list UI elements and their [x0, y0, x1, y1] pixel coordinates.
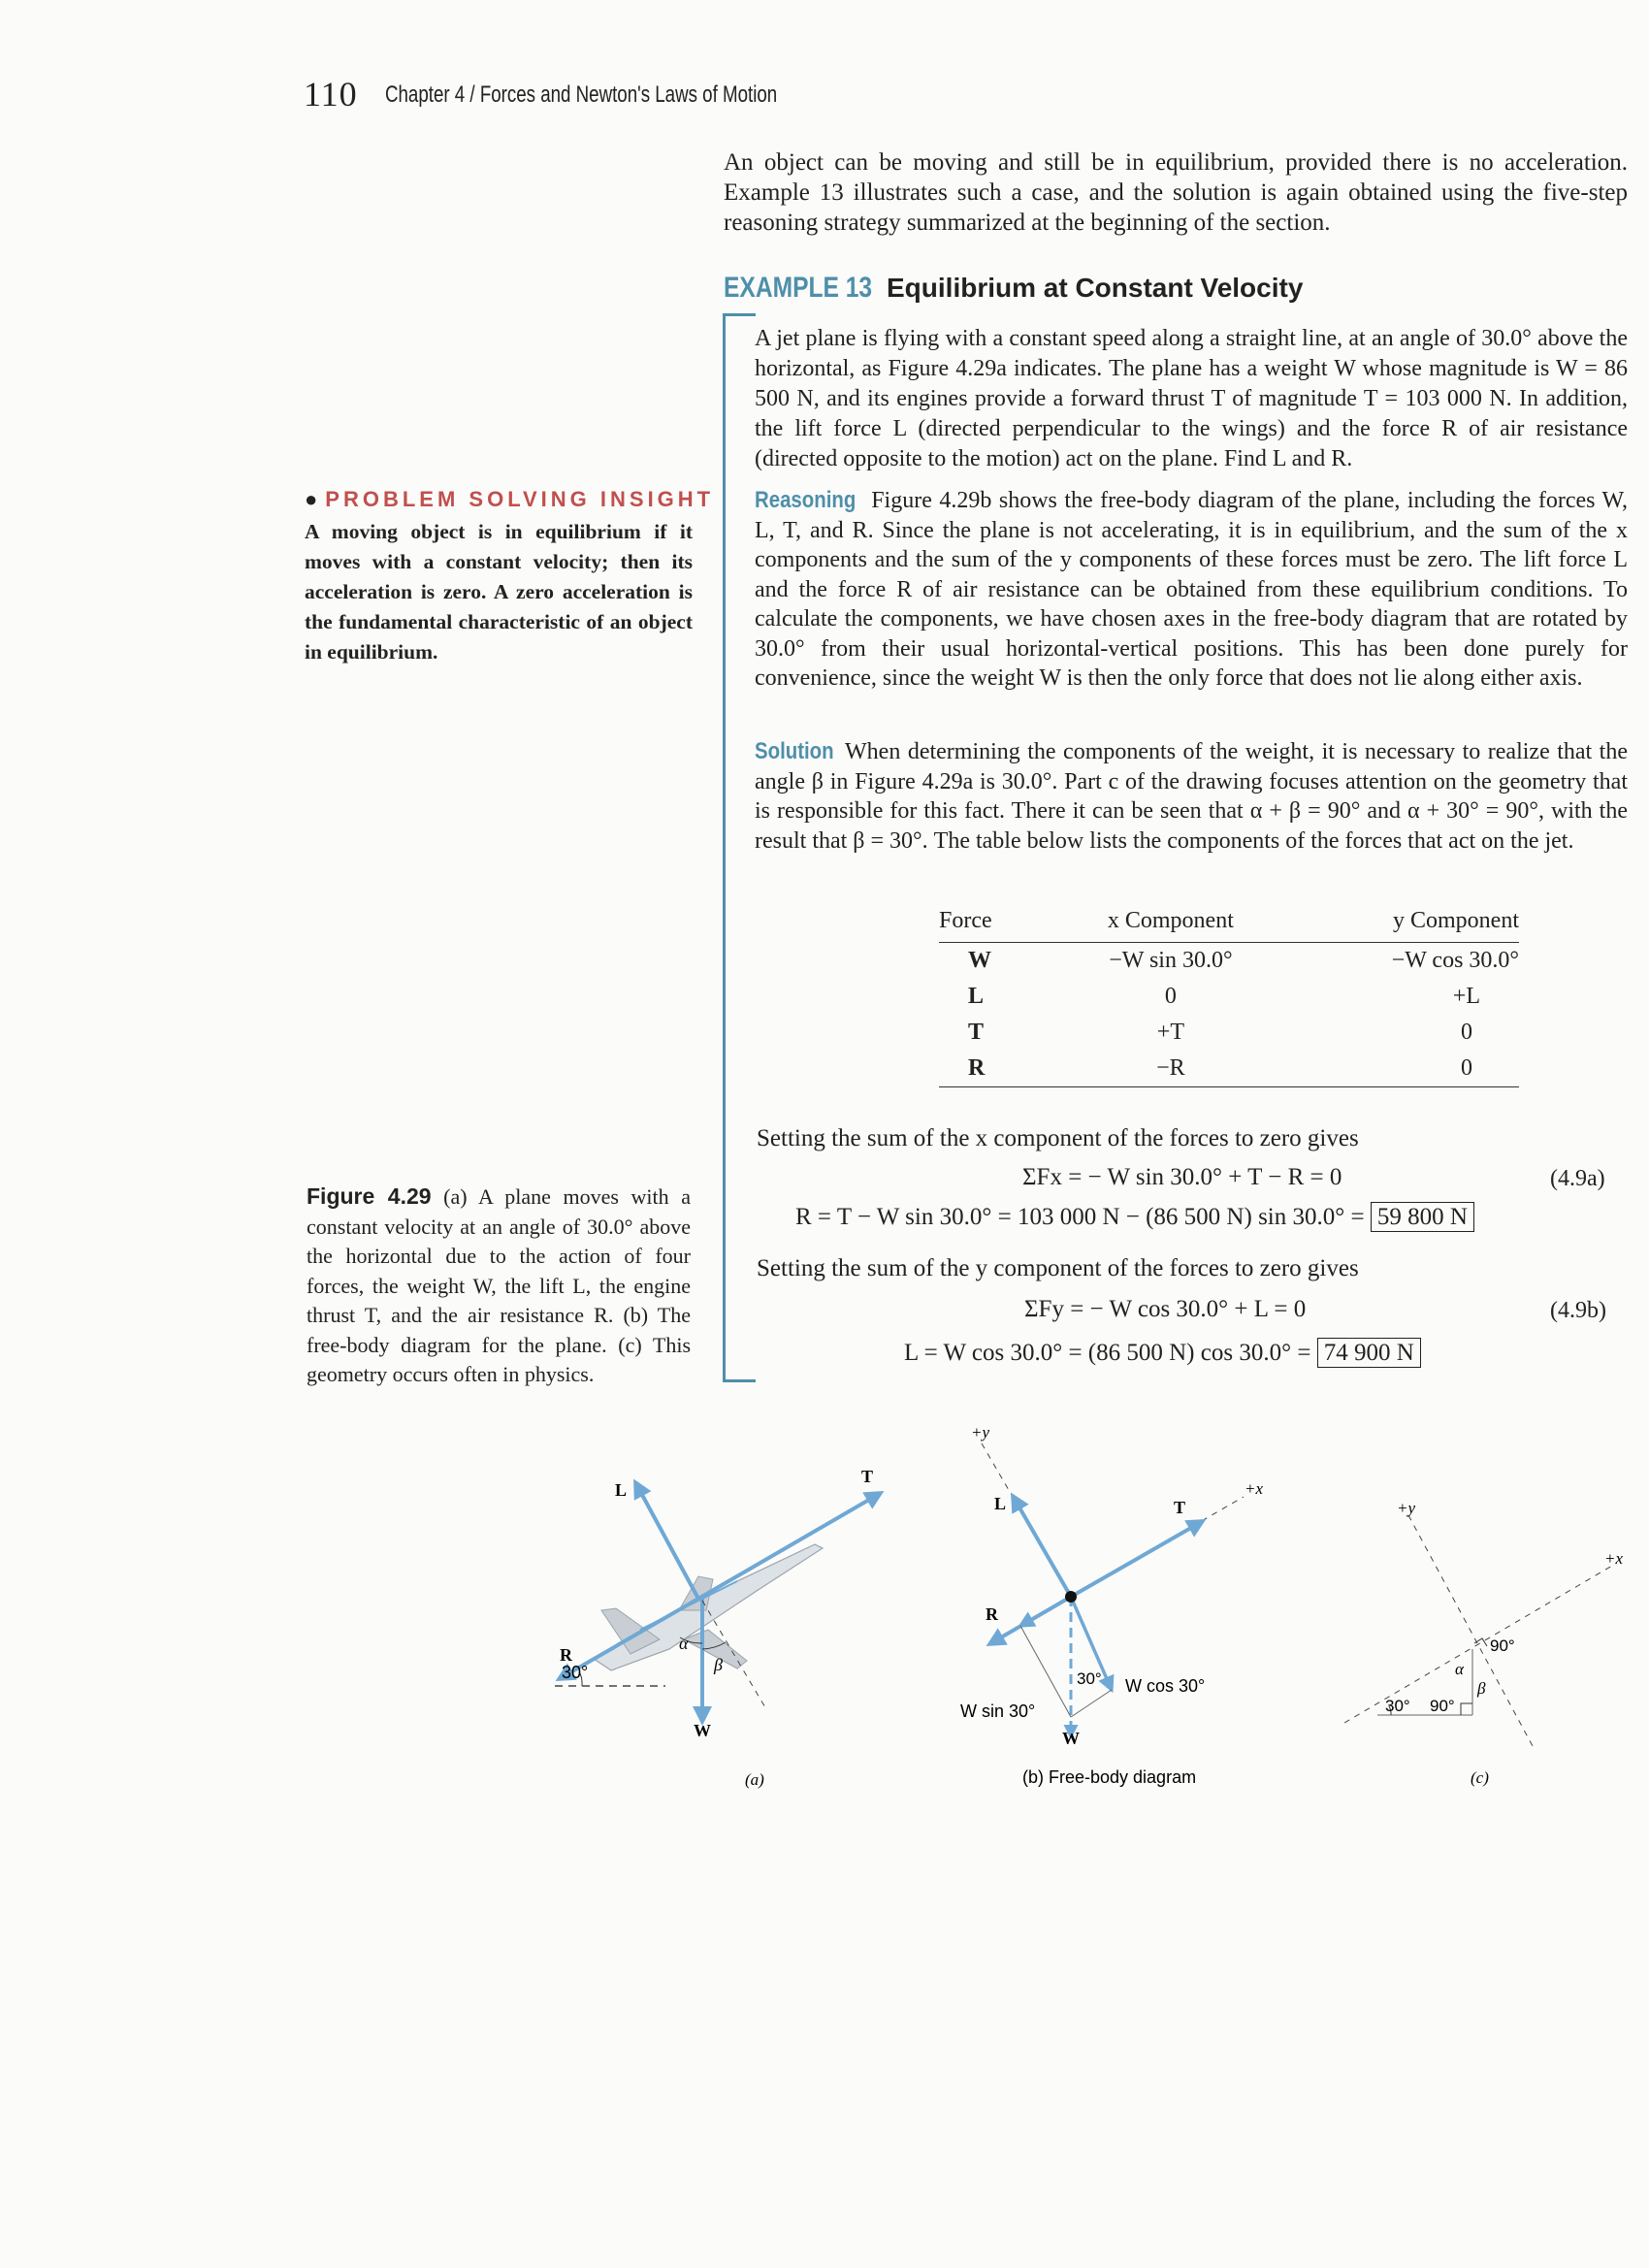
x-sum-intro: Setting the sum of the x component of the forces to zero gives: [757, 1125, 1359, 1151]
label-alpha-a: α: [679, 1634, 689, 1653]
label-30-c: 30°: [1385, 1697, 1410, 1715]
label-plus-x-b: +x: [1245, 1479, 1264, 1498]
label-30-b: 30°: [1077, 1669, 1102, 1688]
label-R-a: R: [560, 1645, 572, 1665]
solution-label: Solution: [755, 738, 834, 764]
r-result-box: 59 800 N: [1371, 1202, 1474, 1232]
l-expression: L = W cos 30.0° = (86 500 N) cos 30.0° =: [904, 1340, 1311, 1366]
subcaption-a: (a): [745, 1770, 764, 1789]
table-cell: W: [968, 947, 991, 973]
figure-c: [1344, 1499, 1623, 1787]
label-W-b: W: [1062, 1729, 1080, 1748]
table-cell: 0: [1286, 1051, 1519, 1087]
label-W-a: W: [694, 1721, 711, 1740]
table-cell: T: [968, 1019, 985, 1045]
label-alpha-c: α: [1455, 1660, 1464, 1678]
table-header: Force: [939, 902, 1055, 943]
table-header: y Component: [1286, 902, 1519, 943]
table-cell: +L: [1452, 983, 1480, 1009]
jet-plane: [594, 1544, 823, 1670]
label-plus-y-b: +y: [971, 1423, 990, 1442]
lift-arrow-b: [1013, 1496, 1071, 1597]
label-R-b: R: [986, 1604, 998, 1624]
bullet-icon: ●: [305, 487, 318, 511]
figure-a: [555, 1467, 881, 1789]
label-90-top: 90°: [1490, 1636, 1515, 1655]
figure-b: [960, 1423, 1263, 1787]
insight-body: A moving object is in equilibrium if it moves with a constant velocity; then its acceleration is zero. A zero acceleration is the fundamental characteristic of an object in equilibrium.: [305, 520, 693, 664]
table-cell: R: [939, 1051, 1055, 1087]
label-plus-x-c: +x: [1604, 1549, 1624, 1568]
label-beta-c: β: [1477, 1679, 1486, 1698]
equation-number-a: (4.9a): [1550, 1166, 1605, 1191]
label-T-b: T: [1174, 1498, 1186, 1517]
equation-y: ΣFy = − W cos 30.0° + L = 0: [1024, 1296, 1307, 1322]
example-title: Equilibrium at Constant Velocity: [887, 273, 1304, 303]
problem-statement: A jet plane is flying with a constant speed along a straight line, at an angle of 30.0° above the horizontal, as Figure 4.29a indicates. The plane has a weight W whose magnitude is W = 86 500 N, and its engines provide a forward thrust T of magnitude T = 103 000 N. In addition, the lift force L (directed perpendicular to the wings) and the force R of air resistance (directed opposite to the motion) act on the plane. Find L and R.: [755, 326, 1628, 471]
label-plus-y-c: +y: [1397, 1499, 1416, 1517]
insight-title-text: PROBLEM SOLVING INSIGHT: [325, 487, 715, 511]
figure-caption-text: (a) A plane moves with a constant velocity at an angle of 30.0° above the horizontal due to the action of four forces, the weight W, the lift L, the engine thrust T, and the air resistance R. (b) The free-body diagram for the plane. (c) This geometry occurs often in physics.: [307, 1184, 692, 1386]
equation-number-b: (4.9b): [1550, 1298, 1606, 1323]
l-result-box: 74 900 N: [1317, 1338, 1421, 1368]
w-sin-arrow: [1020, 1597, 1071, 1626]
page-number: 110: [304, 75, 358, 113]
figure-label: Figure 4.29: [307, 1183, 432, 1209]
table-cell: −R: [1055, 1051, 1286, 1087]
table-header: x Component: [1055, 902, 1286, 943]
y-sum-intro: Setting the sum of the y component of the forces to zero gives: [757, 1255, 1359, 1281]
label-T-a: T: [861, 1467, 874, 1486]
table-cell: 0: [1164, 983, 1177, 1009]
thrust-arrow: [698, 1493, 881, 1599]
solution-text: When determining the components of the weight, it is necessary to realize that the angle β in Figure 4.29a is 30.0°. Part c of the drawing focuses attention on the geometry that is responsible for this fact. There it can be seen that α + β = 90° and α + 30° = 90°, with the result that β = 30°. The table below lists the components of the forces that act on the jet.: [755, 739, 1628, 854]
table-cell: −W cos 30.0°: [1391, 947, 1519, 973]
thrust-arrow-b: [1071, 1521, 1203, 1597]
w-cos-guide: [1071, 1690, 1112, 1717]
label-w-sin: W sin 30°: [960, 1701, 1036, 1721]
table-cell: −W sin 30.0°: [1109, 947, 1233, 973]
label-L-a: L: [615, 1480, 628, 1500]
label-30-a: 30°: [562, 1663, 589, 1682]
subcaption-b: (b) Free-body diagram: [1022, 1767, 1197, 1787]
subcaption-c: (c): [1471, 1768, 1489, 1787]
reasoning-label: Reasoning: [755, 487, 857, 513]
table-cell: L: [968, 983, 985, 1009]
reasoning-text: Figure 4.29b shows the free-body diagram of the plane, including the forces W, L, T, and R. Since the plane is not accelerating, it is in equilibrium, and the sum of the x components and the sum of the y components of these forces must be zero. The lift force L and the force R of air resistance can be obtained from these equilibrium conditions. To calculate the components, we have chosen axes in the free-body diagram that are rotated by 30.0° from their usual horizontal-vertical positions. This has been done purely for convenience, since the weight W is then the only force that does not lie along either axis.: [755, 488, 1628, 691]
label-90-bottom: 90°: [1430, 1697, 1455, 1715]
y-axis-c: [1408, 1515, 1533, 1746]
label-w-cos: W cos 30°: [1125, 1676, 1206, 1696]
r-expression: R = T − W sin 30.0° = 103 000 N − (86 500 N) sin 30.0° =: [795, 1204, 1365, 1230]
intro-paragraph: An object can be moving and still be in equilibrium, provided there is no acceleration. Example 13 illustrates such a case, and the solution is again obtained using the five-step reasoning strategy summarized at the beginning of the section.: [724, 149, 1628, 236]
table-cell: +T: [1156, 1019, 1184, 1045]
lift-arrow: [635, 1482, 698, 1599]
equation-x: ΣFx = − W sin 30.0° + T − R = 0: [1022, 1164, 1342, 1190]
table-cell: 0: [1461, 1019, 1472, 1045]
chapter-title: Chapter 4 / Forces and Newton's Laws of Motion: [385, 81, 778, 108]
label-beta-a: β: [714, 1655, 723, 1674]
label-L-b: L: [994, 1494, 1007, 1513]
center-of-mass-dot: [1065, 1591, 1077, 1603]
example-label: EXAMPLE 13: [724, 272, 873, 304]
